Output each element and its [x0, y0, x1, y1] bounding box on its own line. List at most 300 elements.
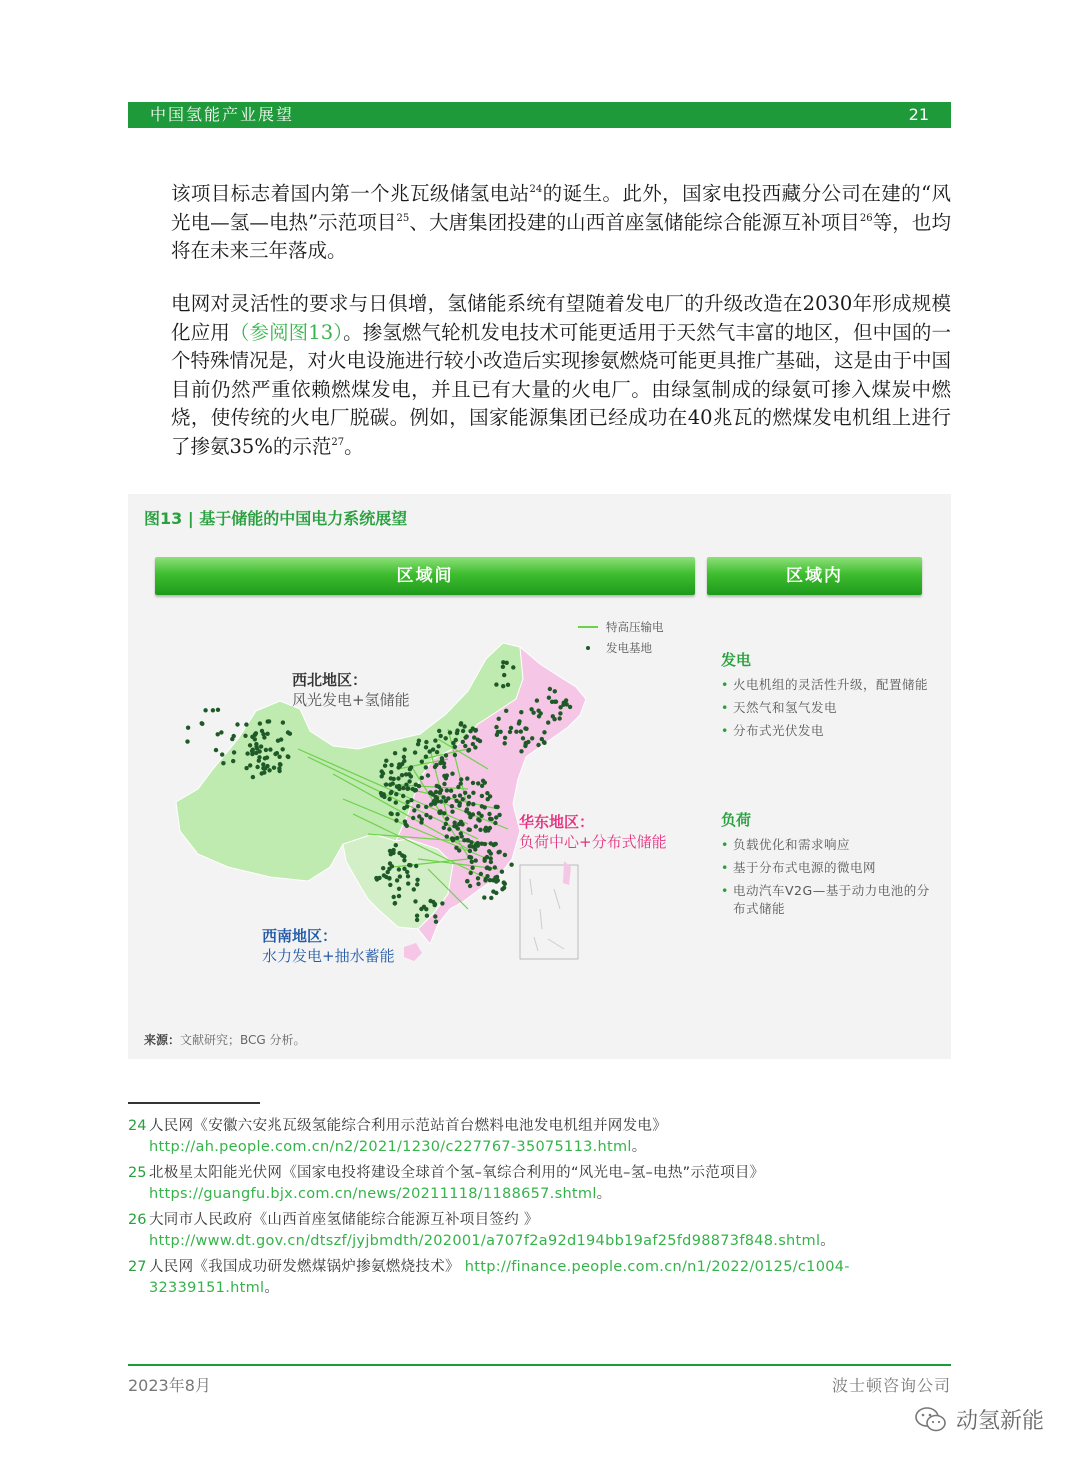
text-span: 该项目标志着国内第一个兆瓦级储氢电站: [171, 182, 530, 205]
generation-base-dot: [468, 884, 472, 888]
generation-base-dot: [521, 736, 525, 740]
generation-base-dot: [494, 682, 498, 686]
generation-base-dot: [542, 741, 546, 745]
generation-base-dot: [463, 735, 467, 739]
generation-base-dot: [503, 882, 507, 886]
generation-base-dot: [519, 729, 523, 733]
generation-base-dot: [401, 786, 405, 790]
generation-base-dot: [450, 804, 454, 808]
generation-base-dot: [409, 765, 413, 769]
generation-panel: [721, 649, 941, 745]
generation-base-dot: [536, 743, 540, 747]
region-northwest-label: [292, 670, 410, 710]
generation-base-dot: [542, 730, 546, 734]
generation-base-dot: [415, 878, 419, 882]
generation-base-dot: [414, 864, 418, 868]
generation-base-dot: [248, 743, 252, 747]
region-east-label: [519, 812, 667, 852]
generation-base-dot: [511, 665, 515, 669]
region-desc: 水力发电+抽水蓄能: [262, 947, 395, 965]
generation-base-dot: [394, 792, 398, 796]
generation-base-dot: [405, 787, 409, 791]
generation-base-dot: [445, 773, 449, 777]
generation-base-dot: [502, 673, 506, 677]
generation-base-dot: [389, 770, 393, 774]
generation-base-dot: [476, 876, 480, 880]
generation-base-dot: [264, 748, 268, 752]
generation-base-dot: [466, 838, 470, 842]
generation-base-dot: [467, 795, 471, 799]
generation-base-dot: [416, 804, 420, 808]
footnote-ref-25[interactable]: 25: [396, 212, 410, 224]
generation-base-dot: [401, 794, 405, 798]
generation-base-dot: [558, 711, 562, 715]
generation-base-dot: [438, 811, 442, 815]
generation-base-dot: [384, 782, 388, 786]
generation-base-dot: [396, 776, 400, 780]
generation-base-dot: [488, 826, 492, 830]
text-span: 、大唐集团投建的山西首座氢储能综合能源互补项目: [409, 210, 860, 234]
generation-base-dot: [449, 789, 453, 793]
figure-13: [128, 494, 951, 1059]
generation-base-dot: [413, 750, 417, 754]
generation-base-dot: [394, 800, 398, 804]
region-desc: 负荷中心+分布式储能: [519, 833, 667, 851]
generation-base-dot: [471, 802, 475, 806]
generation-base-dot: [413, 899, 417, 903]
generation-base-dot: [468, 849, 472, 853]
generation-base-dot: [255, 765, 259, 769]
generation-base-dot: [444, 799, 448, 803]
generation-base-dot: [450, 810, 454, 814]
generation-base-dot: [483, 878, 487, 882]
generation-base-dot: [424, 740, 428, 744]
generation-base-dot: [404, 772, 408, 776]
generation-base-dot: [185, 739, 189, 743]
generation-base-dot: [483, 842, 487, 846]
generation-base-dot: [519, 749, 523, 753]
generation-base-dot: [258, 721, 262, 725]
footnote-number: 25: [128, 1165, 147, 1181]
generation-base-dot: [558, 716, 562, 720]
generation-base-dot: [277, 755, 281, 759]
generation-base-dot: [422, 905, 426, 909]
generation-base-dot: [470, 860, 474, 864]
source-text: 文献研究；BCG 分析。: [180, 1033, 306, 1047]
generation-base-dot: [445, 788, 449, 792]
generation-base-dot: [445, 834, 449, 838]
generation-base-dot: [447, 827, 451, 831]
generation-base-dot: [426, 773, 430, 777]
footnote-url[interactable]: http://ah.people.com.cn/n2/2021/1230/c227767-35075113.html: [149, 1139, 632, 1155]
footnote-ref-27[interactable]: 27: [331, 436, 345, 448]
generation-base-dot: [393, 751, 397, 755]
generation-base-dot: [258, 749, 262, 753]
generation-base-dot: [442, 826, 446, 830]
uhv-line-icon: [578, 626, 598, 628]
generation-base-dot: [411, 787, 415, 791]
generation-base-dot: [381, 866, 385, 870]
generation-base-dot: [497, 813, 501, 817]
generation-base-dot: [494, 879, 498, 883]
footnote-27: [128, 1257, 951, 1299]
generation-base-dot: [503, 736, 507, 740]
generation-base-dot: [551, 714, 555, 718]
generation-base-dot: [203, 708, 207, 712]
generation-base-dot: [428, 790, 432, 794]
generation-base-dot: [489, 896, 493, 900]
generation-base-dot: [505, 661, 509, 665]
generation-base-dot: [380, 774, 384, 778]
generation-base-dot: [245, 751, 249, 755]
generation-base-dot: [411, 816, 415, 820]
list-item: • 火电机组的灵活性升级，配置储能: [721, 676, 941, 694]
generation-base-dot: [478, 739, 482, 743]
generation-base-dot: [546, 720, 550, 724]
generation-base-dot: [456, 785, 460, 789]
generation-base-dot: [389, 790, 393, 794]
generation-base-dot: [398, 874, 402, 878]
generation-base-dot: [402, 858, 406, 862]
generation-base-dot: [261, 762, 265, 766]
generation-base-dot: [251, 775, 255, 779]
watermark-text: 动氢新能: [955, 1409, 1044, 1434]
generation-base-dot: [439, 799, 443, 803]
generation-base-dot: [272, 766, 276, 770]
generation-base-dot: [529, 707, 533, 711]
source-label: 来源：: [144, 1033, 181, 1047]
generation-base-dot: [397, 851, 401, 855]
generation-base-dot: [486, 797, 490, 801]
generation-base-dot: [504, 709, 508, 713]
intra-regional-band: 区域内: [707, 557, 922, 595]
generation-base-dot: [471, 781, 475, 785]
generation-base-dot: [265, 732, 269, 736]
generation-base-dot: [232, 750, 236, 754]
generation-base-dot: [388, 783, 392, 787]
generation-base-dot: [260, 771, 264, 775]
generation-base-dot: [455, 731, 459, 735]
page-number: 21: [908, 105, 929, 124]
footnote-ref-26[interactable]: 26: [859, 212, 873, 224]
generation-base-dot: [405, 824, 409, 828]
generation-base-dot: [394, 843, 398, 847]
footnote-end: 。: [596, 1186, 612, 1202]
generation-base-dot: [439, 734, 443, 738]
generation-base-dot: [467, 801, 471, 805]
inter-regional-band: 区域间: [155, 557, 695, 595]
generation-base-dot: [397, 787, 401, 791]
generation-base-dot: [420, 776, 424, 780]
generation-base-dot: [402, 854, 406, 858]
generation-base-dot: [244, 766, 248, 770]
generation-base-dot: [383, 764, 387, 768]
map-legend: [578, 616, 664, 658]
generation-base-dot: [440, 758, 444, 762]
generation-base-dot: [390, 864, 394, 868]
generation-base-dot: [444, 753, 448, 757]
generation-base-dot: [441, 795, 445, 799]
map-region-hainan: [404, 943, 422, 961]
list-item: • 负载优化和需求响应: [721, 836, 941, 854]
generation-base-dot: [406, 874, 410, 878]
generation-base-dot: [455, 836, 459, 840]
paragraph-2: [171, 290, 951, 461]
generation-base-dot: [471, 726, 475, 730]
generation-base-dot: [412, 887, 416, 891]
generation-base-dot: [389, 776, 393, 780]
generation-base-dot: [476, 781, 480, 785]
text-span: 。掺氢燃气轮机发电技术可能更适用于天然气丰富的地区，但中国的一个特殊情况是，对火电设施进行较小改造后实现掺氨燃烧可能更具推广基础，这是由于中国目前仍然严重依赖燃煤发电，并且已有大量的火电厂。由绿氢制成的绿氨可掺入煤炭中燃烧，使传统的火电厂脱碳。例如，国家能源集团已经成功在40兆瓦的燃煤发电机组上进行了掺氨35%的示范: [171, 320, 952, 458]
footnote-end: 。: [631, 1139, 647, 1155]
generation-base-dot: [433, 738, 437, 742]
generation-base-dot: [409, 798, 413, 802]
generation-base-dot: [485, 866, 489, 870]
generation-base-dot: [489, 860, 493, 864]
generation-base-dot: [395, 812, 399, 816]
generation-base-dot: [260, 729, 264, 733]
footnote-end: 。: [820, 1233, 836, 1249]
generation-base-dot: [530, 736, 534, 740]
generation-base-dot: [397, 867, 401, 871]
generation-base-dot: [259, 744, 263, 748]
generation-base-dot: [257, 759, 261, 763]
footnote-26: [128, 1210, 951, 1252]
generation-base-dot: [477, 811, 481, 815]
generation-base-dot: [394, 818, 398, 822]
text-span: 等，也均将在未来三年落成。: [171, 210, 951, 262]
generation-base-dot: [428, 749, 432, 753]
generation-base-dot: [487, 849, 491, 853]
generation-base-dot: [509, 863, 513, 867]
generation-base-dot: [395, 878, 399, 882]
footnote-25: [128, 1163, 951, 1205]
generation-base-dot: [503, 853, 507, 857]
generation-base-dot: [425, 914, 429, 918]
generation-base-dot: [466, 748, 470, 752]
generation-base-dot: [514, 730, 518, 734]
footnote-url[interactable]: https://guangfu.bjx.com.cn/news/20211118/1188657.shtml: [149, 1186, 597, 1202]
generation-base-dot: [547, 696, 551, 700]
generation-base-dot: [387, 797, 391, 801]
generation-base-dot: [244, 722, 248, 726]
generation-base-dot: [536, 709, 540, 713]
generation-base-dot: [397, 894, 401, 898]
base-dot-icon: [586, 646, 590, 650]
footnote-url[interactable]: http://www.dt.gov.cn/dtszf/jyjbmdth/202001/a707f2a92d194bb19af25fd98873f848.shtml: [149, 1233, 821, 1249]
generation-base-dot: [253, 737, 257, 741]
generation-base-dot: [465, 807, 469, 811]
generation-base-dot: [444, 822, 448, 826]
generation-base-dot: [424, 745, 428, 749]
generation-base-dot: [278, 763, 282, 767]
generation-base-dot: [467, 811, 471, 815]
generation-base-dot: [501, 665, 505, 669]
generation-base-dot: [480, 794, 484, 798]
generation-base-dot: [429, 802, 433, 806]
generation-base-dot: [279, 737, 283, 741]
generation-base-dot: [405, 804, 409, 808]
generation-base-dot: [220, 752, 224, 756]
generation-base-dot: [458, 793, 462, 797]
generation-base-dot: [465, 879, 469, 883]
generation-base-dot: [454, 846, 458, 850]
footer-divider: [128, 1364, 951, 1366]
generation-base-dot: [253, 733, 257, 737]
generation-base-dot: [428, 815, 432, 819]
generation-base-dot: [483, 857, 487, 861]
footnote-ref-24[interactable]: 24: [529, 184, 543, 195]
generation-base-dot: [397, 887, 401, 891]
generation-base-dot: [393, 901, 397, 905]
generation-base-dot: [397, 762, 401, 766]
generation-base-dot: [469, 871, 473, 875]
generation-base-dot: [478, 828, 482, 832]
generation-base-dot: [564, 698, 568, 702]
page-header: [128, 102, 951, 128]
region-southwest-label: [262, 926, 395, 966]
generation-base-dot: [415, 914, 419, 918]
generation-base-dot: [251, 748, 255, 752]
figure-source: [144, 1031, 306, 1048]
footnote-number: 27: [128, 1259, 147, 1275]
generation-base-dot: [374, 876, 378, 880]
generation-base-dot: [469, 855, 473, 859]
generation-base-dot: [503, 741, 507, 745]
generation-base-dot: [471, 791, 475, 795]
generation-base-dot: [436, 744, 440, 748]
generation-base-dot: [424, 765, 428, 769]
generation-base-dot: [476, 817, 480, 821]
legend-item-uhv: [578, 616, 664, 637]
list-item: • 分布式光伏发电: [721, 722, 941, 740]
generation-base-dot: [216, 732, 220, 736]
generation-base-dot: [216, 708, 220, 712]
generation-base-dot: [461, 797, 465, 801]
generation-base-dot: [268, 747, 272, 751]
generation-base-dot: [462, 838, 466, 842]
generation-base-dot: [459, 721, 463, 725]
generation-base-dot: [462, 724, 466, 728]
generation-base-dot: [406, 800, 410, 804]
generation-base-dot: [489, 841, 493, 845]
footnote-number: 26: [128, 1212, 147, 1228]
generation-base-dot: [508, 730, 512, 734]
figure-13-link[interactable]: （参阅图13）: [229, 320, 344, 344]
wechat-icon: [914, 1406, 948, 1434]
generation-base-dot: [231, 759, 235, 763]
generation-base-dot: [493, 865, 497, 869]
generation-base-dot: [388, 849, 392, 853]
generation-base-dot: [437, 729, 441, 733]
generation-base-dot: [456, 826, 460, 830]
generation-base-dot: [434, 920, 438, 924]
footer-company: 波士顿咨询公司: [831, 1376, 951, 1395]
paragraph-1: [171, 180, 951, 266]
footnote-text: 北极星太阳能光伏网《国家电投将建设全球首个氢–氧综合利用的“风光电–氢–电热”示范项目》: [149, 1165, 765, 1181]
generation-base-dot: [386, 870, 390, 874]
panel-title: 负荷: [721, 811, 752, 829]
generation-base-dot: [254, 744, 258, 748]
generation-base-dot: [200, 721, 204, 725]
generation-base-dot: [466, 827, 470, 831]
generation-base-dot: [474, 824, 478, 828]
generation-base-dot: [409, 774, 413, 778]
legend-label: 特高压输电: [606, 619, 664, 634]
generation-base-dot: [453, 753, 457, 757]
generation-base-dot: [476, 841, 480, 845]
watermark: [914, 1404, 1044, 1435]
generation-base-dot: [483, 781, 487, 785]
footnote-end: 。: [264, 1280, 280, 1296]
generation-base-dot: [424, 805, 428, 809]
generation-base-dot: [442, 782, 446, 786]
legend-item-base: [578, 637, 664, 658]
generation-base-dot: [403, 747, 407, 751]
generation-base-dot: [431, 900, 435, 904]
legend-label: 发电基地: [606, 640, 652, 655]
generation-base-dot: [454, 738, 458, 742]
generation-base-dot: [243, 734, 247, 738]
generation-base-dot: [415, 882, 419, 886]
generation-base-dot: [235, 722, 239, 726]
generation-base-dot: [424, 755, 428, 759]
generation-base-dot: [496, 850, 500, 854]
generation-base-dot: [517, 721, 521, 725]
generation-base-dot: [474, 858, 478, 862]
generation-base-dot: [524, 727, 528, 731]
generation-base-dot: [265, 764, 269, 768]
generation-base-dot: [461, 729, 465, 733]
generation-base-dot: [483, 805, 487, 809]
generation-base-dot: [281, 720, 285, 724]
generation-base-dot: [424, 813, 428, 817]
generation-base-dot: [485, 791, 489, 795]
generation-base-dot: [470, 866, 474, 870]
generation-base-dot: [450, 836, 454, 840]
generation-base-dot: [523, 744, 527, 748]
text-span: 电网对灵活性的要求与日俱增，氢储能系统有望随着发电厂的升级改造在2030年形成规模化应用: [171, 292, 951, 344]
footnote-url[interactable]: http://finance.people.com.cn/n1/2022/0125/c1004-32339151.html: [149, 1259, 850, 1296]
generation-base-dot: [471, 742, 475, 746]
generation-base-dot: [389, 763, 393, 767]
generation-base-dot: [489, 817, 493, 821]
footer-date: 2023年8月: [128, 1376, 211, 1395]
generation-base-dot: [435, 750, 439, 754]
generation-base-dot: [442, 765, 446, 769]
generation-base-dot: [463, 744, 467, 748]
generation-base-dot: [500, 887, 504, 891]
generation-base-dot: [281, 747, 285, 751]
generation-base-dot: [495, 805, 499, 809]
generation-base-dot: [267, 768, 271, 772]
generation-base-dot: [487, 812, 491, 816]
footnote-text: 大同市人民政府《山西首座氢储能综合能源互补项目签约 》: [149, 1212, 539, 1228]
generation-base-dot: [440, 901, 444, 905]
generation-base-dot: [500, 870, 504, 874]
generation-base-dot: [472, 735, 476, 739]
generation-base-dot: [465, 776, 469, 780]
generation-base-dot: [420, 760, 424, 764]
generation-base-dot: [540, 737, 544, 741]
generation-base-dot: [568, 705, 572, 709]
generation-base-dot: [387, 876, 391, 880]
generation-base-dot: [402, 755, 406, 759]
generation-base-dot: [266, 719, 270, 723]
generation-base-dot: [415, 918, 419, 922]
generation-base-dot: [494, 725, 498, 729]
generation-base-dot: [417, 814, 421, 818]
